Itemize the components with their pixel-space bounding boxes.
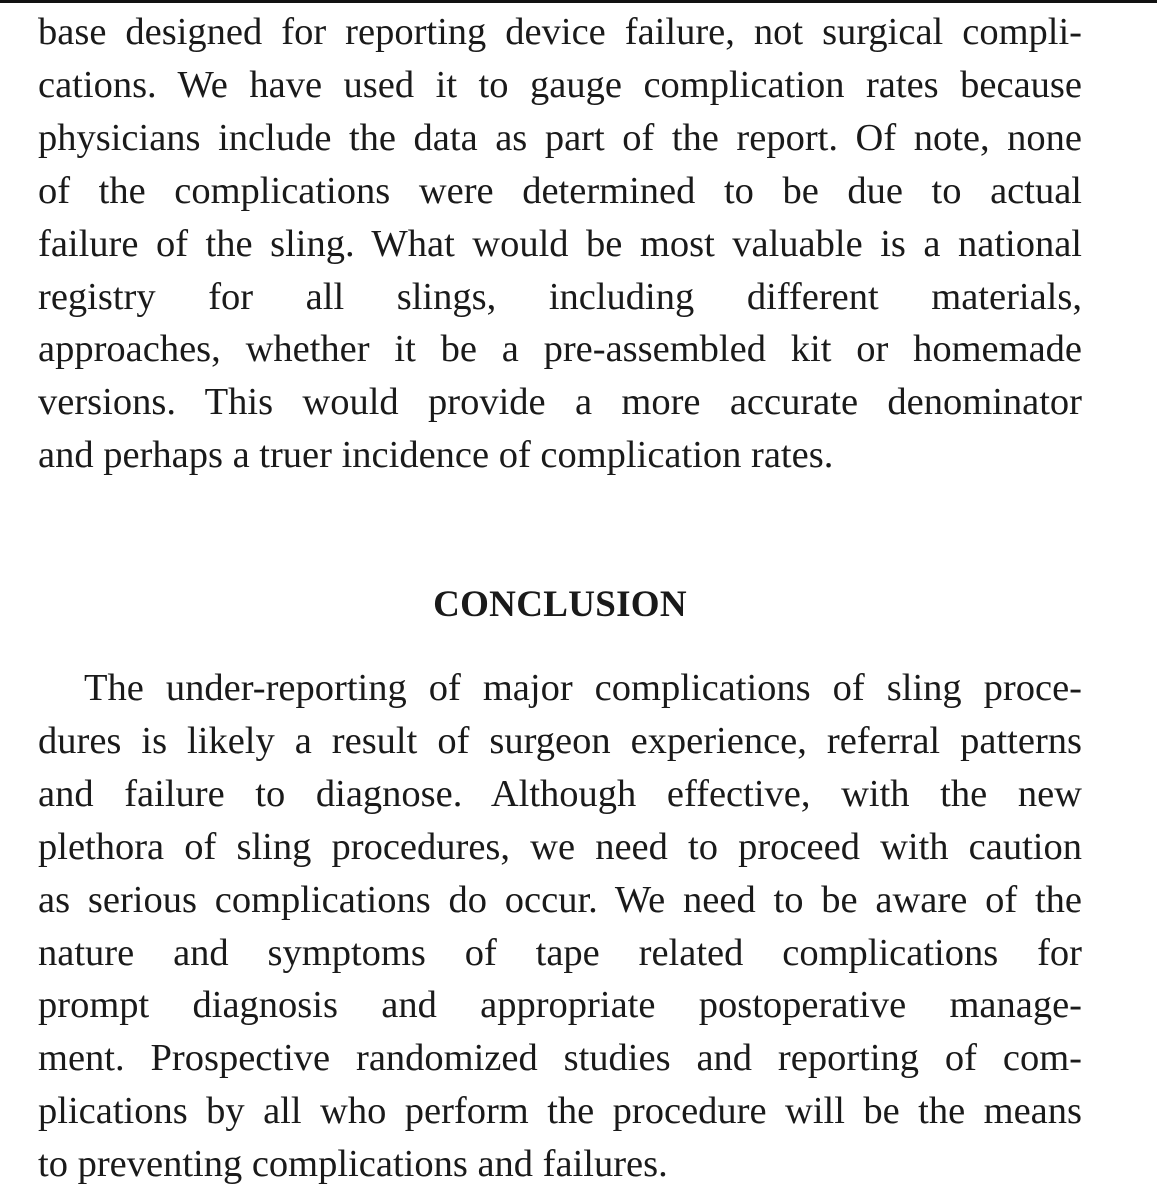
text-line: approaches, whether it be a pre-assembled kit or homemade (38, 328, 1082, 371)
text-line: versions. This would provide a more accurate denominator (38, 381, 1082, 424)
section-heading-conclusion: CONCLUSION (433, 584, 687, 625)
text-line: cations. We have used it to gauge complication rates because (38, 63, 1082, 106)
text-line: registry for all slings, including different materials, (38, 275, 1082, 318)
text-line: plications by all who perform the procedure will be the means (38, 1090, 1082, 1133)
text-line: nature and symptoms of tape related complications for (38, 931, 1082, 974)
text-line: and failure to diagnose. Although effective, with the new (38, 772, 1082, 815)
top-border-rule (0, 0, 1157, 3)
text-line: prompt diagnosis and appropriate postoperative manage- (38, 984, 1082, 1027)
text-line: base designed for reporting device failure, not surgical compli- (38, 11, 1082, 53)
conclusion-paragraph (38, 662, 1082, 1191)
text-line: plethora of sling procedures, we need to proceed with caution (38, 825, 1082, 868)
text-line: ment. Prospective randomized studies and reporting of com- (38, 1037, 1082, 1080)
text-line: of the complications were determined to be due to actual (38, 169, 1082, 212)
text-line: as serious complications do occur. We need to be aware of the (38, 878, 1082, 921)
text-line: to preventing complications and failures. (38, 1143, 668, 1186)
discussion-paragraph (38, 6, 1082, 482)
text-line: physicians include the data as part of the report. Of note, none (38, 116, 1082, 159)
text-line: and perhaps a truer incidence of complication rates. (38, 434, 834, 477)
text-line: dures is likely a result of surgeon experience, referral patterns (38, 719, 1082, 762)
text-line: failure of the sling. What would be most valuable is a national (38, 222, 1082, 265)
text-line: The under-reporting of major complications of sling proce- (84, 667, 1082, 709)
